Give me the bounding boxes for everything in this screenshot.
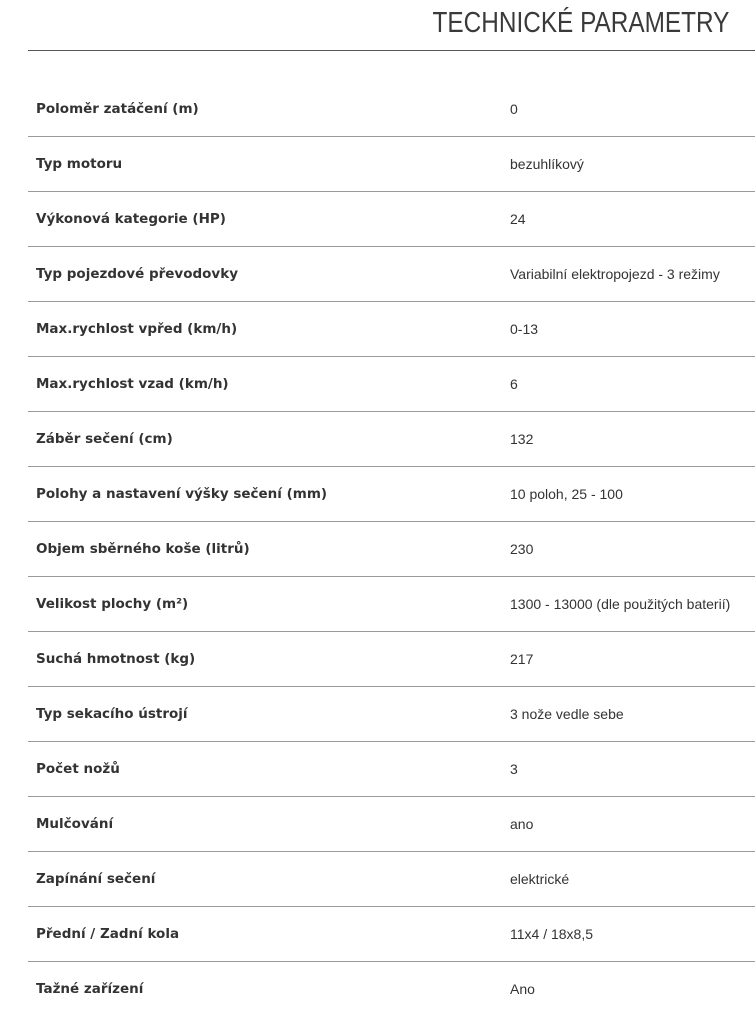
spec-label: Přední / Zadní kola (36, 926, 180, 942)
spec-row (28, 412, 755, 467)
spec-row (28, 742, 755, 797)
spec-value: 0-13 (510, 321, 539, 337)
spec-value: Ano (510, 981, 535, 997)
spec-value: ano (510, 816, 534, 832)
spec-value: 11x4 / 18x8,5 (510, 926, 594, 942)
spec-row (28, 687, 755, 742)
spec-value: 10 poloh, 25 - 100 (510, 486, 623, 502)
spec-row (28, 247, 755, 302)
spec-value: bezuhlíkový (510, 156, 584, 172)
spec-value: 3 (510, 761, 518, 777)
spec-label: Záběr sečení (cm) (36, 431, 173, 447)
spec-label: Tažné zařízení (36, 981, 144, 997)
spec-value: 3 nože vedle sebe (510, 706, 624, 722)
spec-label: Typ sekacího ústrojí (36, 706, 188, 722)
section-title: TECHNICKÉ PARAMETRY (432, 7, 729, 39)
spec-label: Velikost plochy (m²) (36, 596, 189, 612)
spec-value: 1300 - 13000 (dle použitých baterií) (510, 596, 731, 612)
spec-row (28, 192, 755, 247)
spec-table (28, 82, 755, 1016)
spec-label: Typ pojezdové převodovky (36, 266, 239, 282)
spec-label: Suchá hmotnost (kg) (36, 651, 196, 667)
spec-row (28, 467, 755, 522)
spec-label: Max.rychlost vpřed (km/h) (36, 321, 238, 337)
spec-label: Výkonová kategorie (HP) (36, 211, 226, 227)
spec-label: Zapínání sečení (36, 871, 156, 887)
spec-value: 24 (510, 211, 526, 227)
spec-row (28, 852, 755, 907)
spec-row (28, 522, 755, 577)
spec-value: Variabilní elektropojezd - 3 režimy (510, 266, 720, 282)
spec-label: Objem sběrného koše (litrů) (36, 541, 250, 557)
spec-label: Počet nožů (36, 761, 120, 777)
spec-row (28, 907, 755, 962)
spec-label: Poloměr zatáčení (m) (36, 101, 199, 117)
spec-row (28, 302, 755, 357)
spec-label: Mulčování (36, 816, 114, 832)
section-header (28, 0, 755, 51)
spec-value: 6 (510, 376, 518, 392)
spec-row (28, 357, 755, 412)
spec-value: 0 (510, 101, 518, 117)
spec-label: Polohy a nastavení výšky sečení (mm) (36, 486, 328, 502)
spec-value: 230 (510, 541, 534, 557)
spec-value: 132 (510, 431, 534, 447)
spec-row (28, 137, 755, 192)
spec-label: Typ motoru (36, 156, 123, 172)
spec-row (28, 577, 755, 632)
spec-row (28, 82, 755, 137)
technical-parameters-section (28, 0, 755, 1016)
spec-value: elektrické (510, 871, 570, 887)
spec-value: 217 (510, 651, 534, 667)
spec-label: Max.rychlost vzad (km/h) (36, 376, 229, 392)
spec-row (28, 797, 755, 852)
spec-row (28, 962, 755, 1016)
spec-row (28, 632, 755, 687)
